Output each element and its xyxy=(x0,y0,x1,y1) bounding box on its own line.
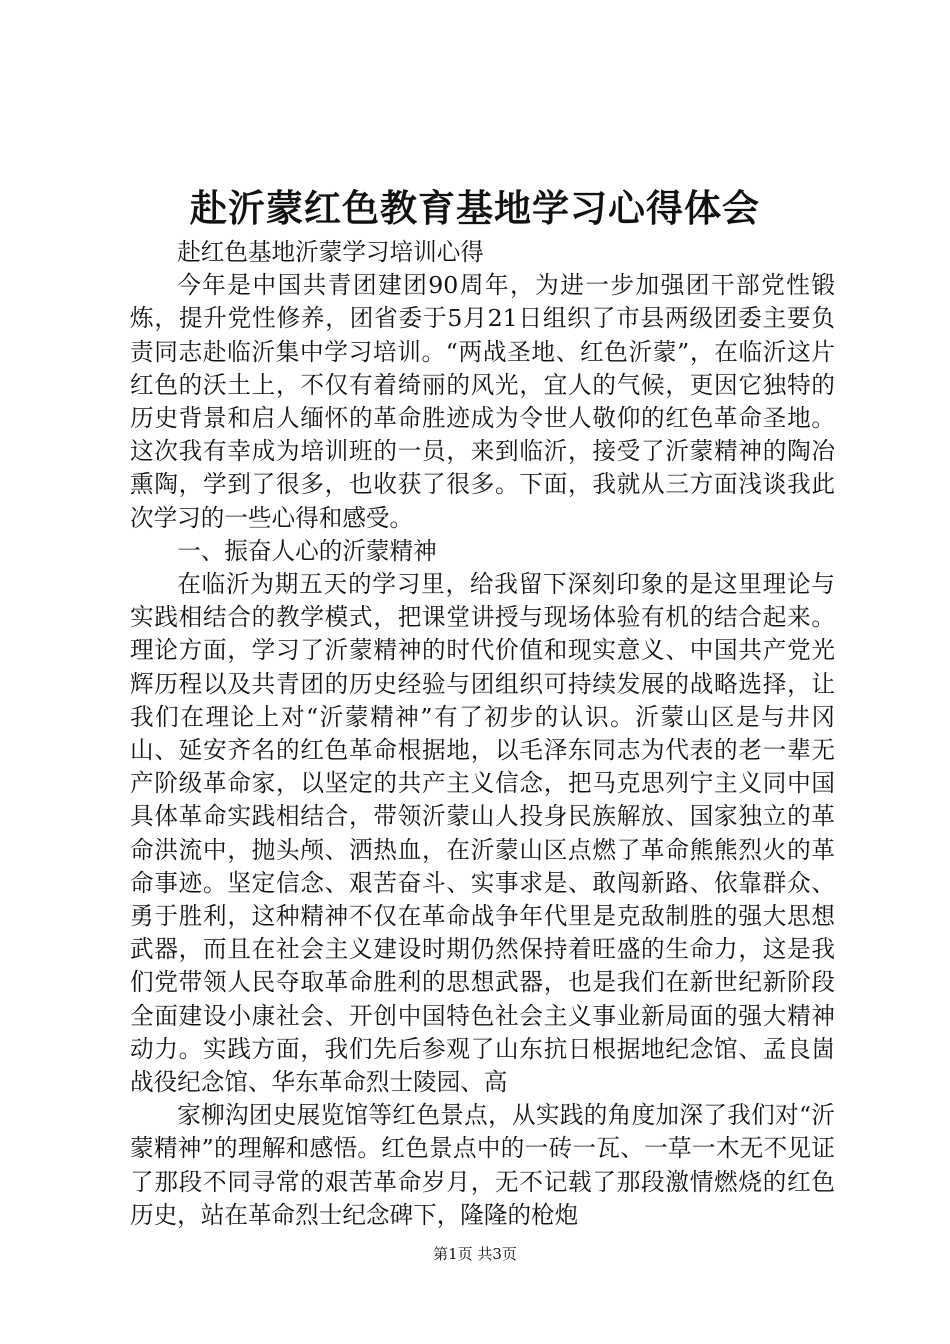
document-title: 赴沂蒙红色教育基地学习心得体会 xyxy=(190,187,760,230)
paragraph-body: 在临沂为期五天的学习里，给我留下深刻印象的是这里理论与实践相结合的教学模式，把课堂讲授与现场体验有机的结合起来。理论方面，学习了沂蒙精神的时代价值和现实意义、中国共产党光辉历程以及共青团的历史经验与团组织可持续发展的战略选择，让我们在理论上对“沂蒙精神”有了初步的认识。沂蒙山区是与井冈山、延安齐名的红色革命根据地，以毛泽东同志为代表的老一辈无产阶级革命家，以坚定的共产主义信念，把马克思列宁主义同中国具体革命实践相结合，带领沂蒙山人投身民族解放、国家独立的革命洪流中，抛头颅、洒热血，在沂蒙山区点燃了革命熊熊烈火的革命事迹。坚定信念、艰苦奋斗、实事求是、敢闯新路、依靠群众、勇于胜利，这种精神不仅在革命战争年代里是克敌制胜的强大思想武器，而且在社会主义建设时期仍然保持着旺盛的生命力，这是我们党带领人民夺取革命胜利的思想武器，也是我们在新世纪新阶段全面建设小康社会、开创中国特色社会主义事业新局面的强大精神动力。实践方面，我们先后参观了山东抗日根据地纪念馆、孟良崮战役纪念馆、华东革命烈士陵园、高 xyxy=(130,570,835,1097)
page-number-footer: 第1页 共3页 xyxy=(433,1245,517,1263)
paragraph-subtitle: 赴红色基地沂蒙学习培训心得 xyxy=(177,238,484,266)
section-heading: 一、振奋人心的沂蒙精神 xyxy=(177,536,437,565)
paragraph-intro: 今年是中国共青团建团90周年，为进一步加强团干部党性锻炼，提升党性修养，团省委于5月21日组织了市县两级团委主要负责同志赴临沂集中学习培训。“两战圣地、红色沂蒙”，在临沂这片红色的沃土上，不仅有着绮丽的风光，宜人的气候，更因它独特的历史背景和启人缅怀的革命胜迹成为令世人敬仰的红色革命圣地。这次我有幸成为培训班的一员，来到临沂，接受了沂蒙精神的陶冶熏陶，学到了很多，也收获了很多。下面，我就从三方面浅谈我此次学习的一些心得和感受。 xyxy=(130,271,835,532)
document-body xyxy=(130,236,835,1232)
paragraph-body: 家柳沟团史展览馆等红色景点，从实践的角度加深了我们对“沂蒙精神”的理解和感悟。红色景点中的一砖一瓦、一草一木无不见证了那段不同寻常的艰苦革命岁月，无不记载了那段激情燃烧的红色历史，站在革命烈士纪念碑下，隆隆的枪炮 xyxy=(130,1101,835,1229)
